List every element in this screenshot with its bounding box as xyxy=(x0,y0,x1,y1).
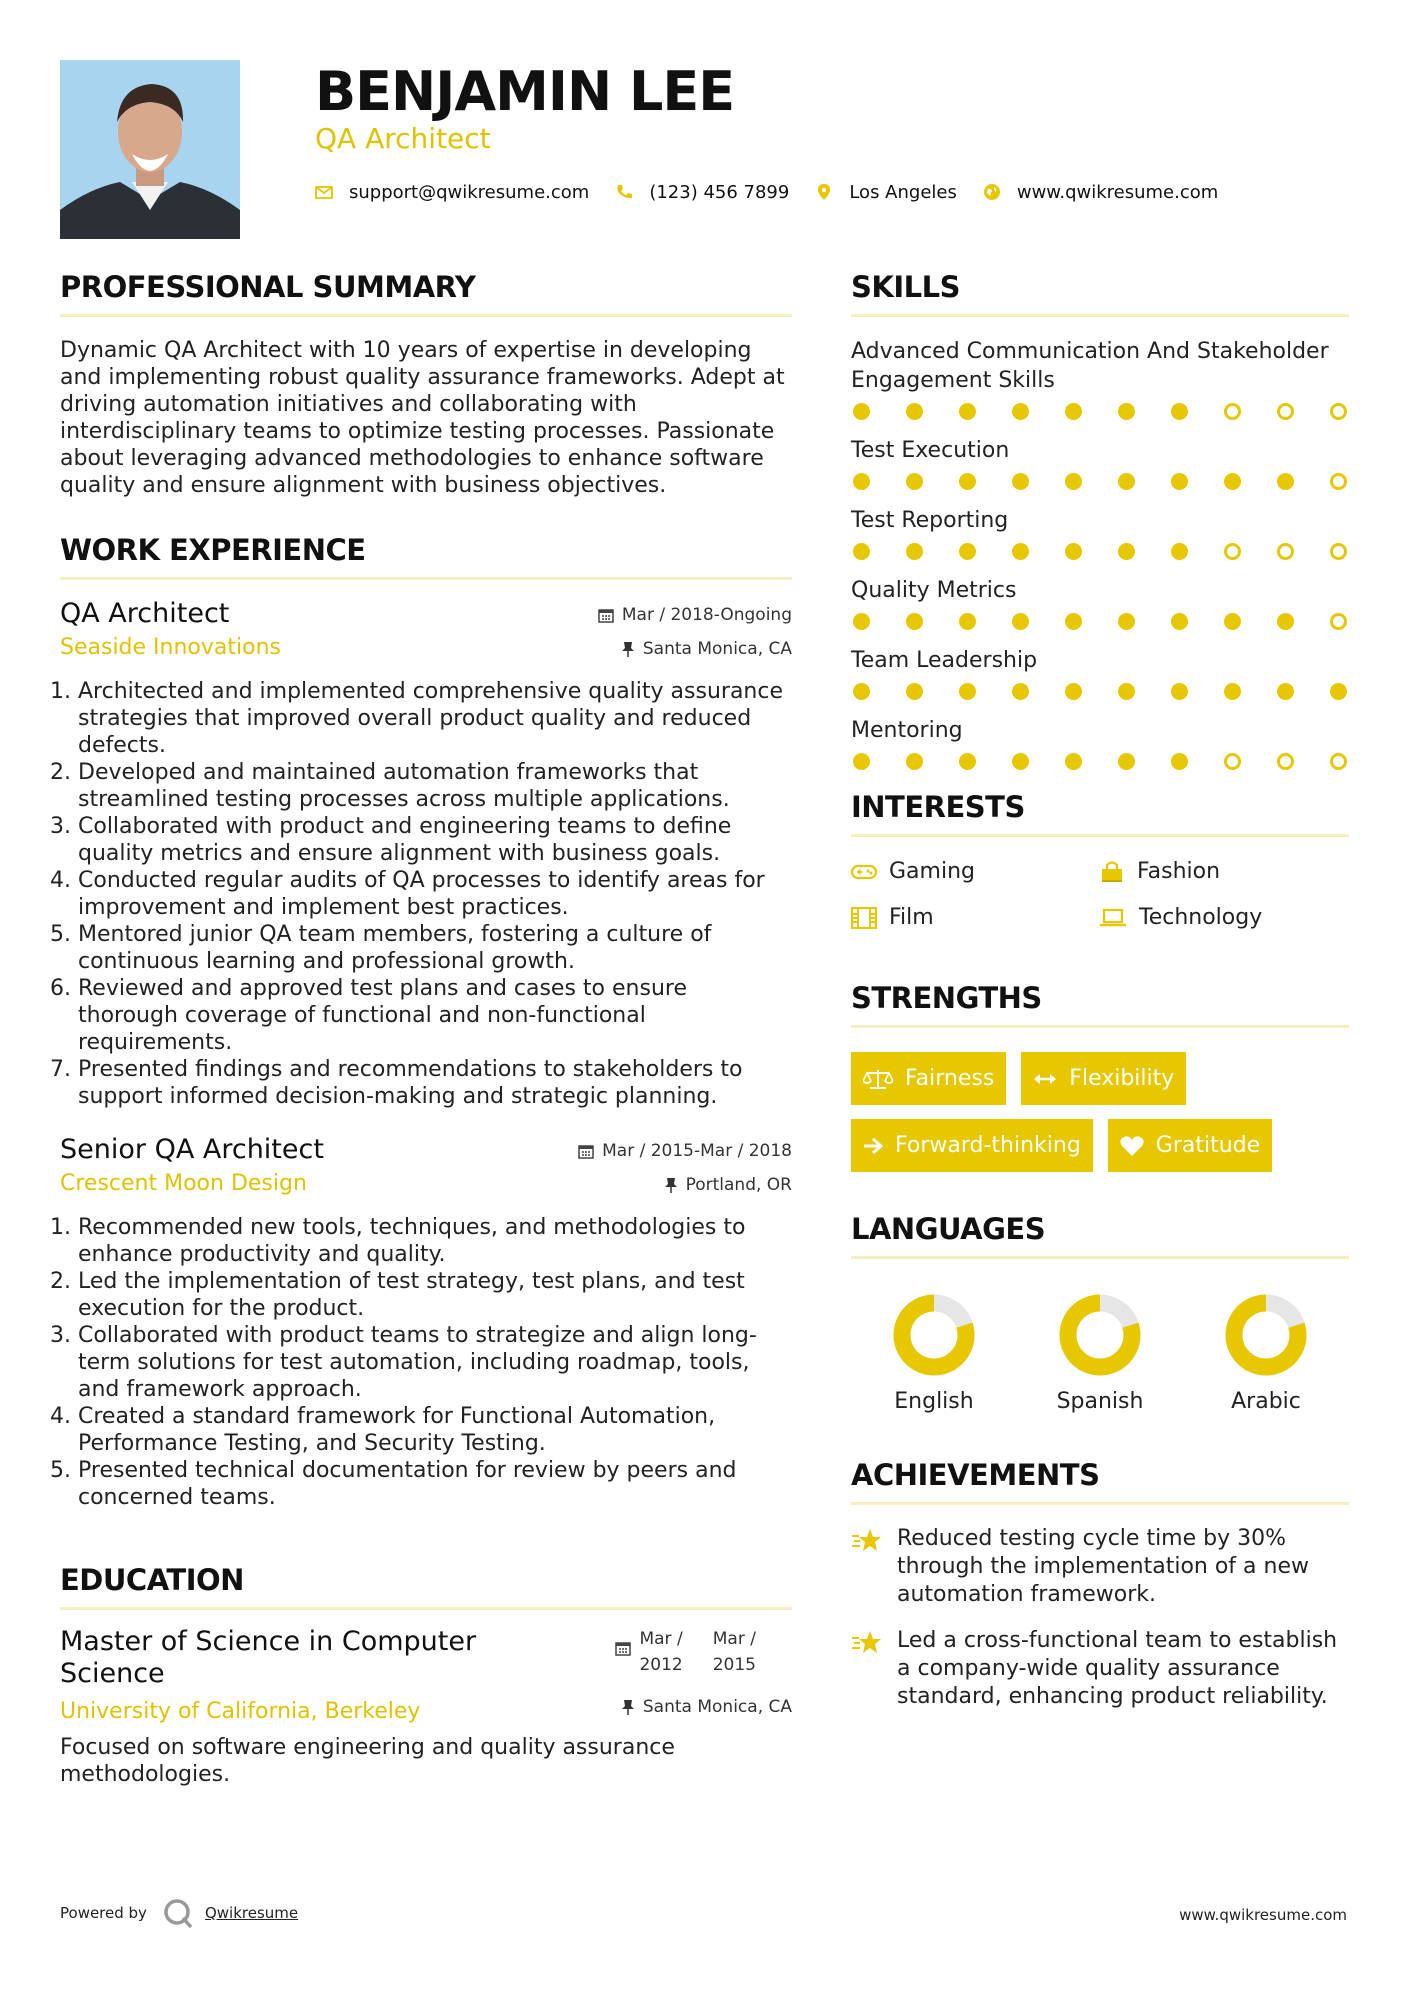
edu-end-year: 2015 xyxy=(712,1655,756,1675)
edu-start-month: Mar / xyxy=(639,1629,683,1649)
rating-dot-filled xyxy=(1065,613,1082,630)
rating-dot-filled xyxy=(1118,403,1135,420)
edu-end-month: Mar / xyxy=(712,1629,756,1649)
rating-dot-filled xyxy=(906,753,923,770)
skills-list xyxy=(851,337,1349,770)
strength-tag xyxy=(1021,1052,1186,1105)
skill-rating xyxy=(851,753,1349,770)
strengths-heading: STRENGTHS xyxy=(851,981,1349,1028)
education-section xyxy=(60,1563,792,1788)
strength-tag xyxy=(851,1052,1006,1105)
list-item: 5. Presented technical documentation for review by peers and concerned teams. xyxy=(78,1457,792,1511)
pushpin-icon xyxy=(621,1699,635,1715)
qwikresume-logo-icon xyxy=(161,1896,195,1930)
rating-dot-filled xyxy=(853,753,870,770)
rating-dot-filled xyxy=(959,403,976,420)
rating-dot-filled xyxy=(906,613,923,630)
interests-heading: INTERESTS xyxy=(851,790,1349,837)
skill-name: Mentoring xyxy=(851,718,963,743)
skill-rating xyxy=(851,613,1349,630)
rating-dot-filled xyxy=(853,683,870,700)
contact-email-text: support@qwikresume.com xyxy=(349,181,590,203)
pushpin-icon xyxy=(621,641,635,657)
rating-dot-filled xyxy=(853,403,870,420)
achievement-item xyxy=(851,1525,1349,1609)
rating-dot-filled xyxy=(1171,543,1188,560)
skill-rating xyxy=(851,543,1349,560)
job-location: Portland, OR xyxy=(685,1175,792,1195)
rating-dot-empty xyxy=(1224,543,1241,560)
skill-name: Test Execution xyxy=(851,438,1010,463)
rating-dot-empty xyxy=(1277,753,1294,770)
interest-label: Film xyxy=(889,905,934,930)
list-item: 3. Collaborated with product and engineering teams to define quality metrics and ensure alignment with business goals. xyxy=(78,813,792,867)
rating-dot-filled xyxy=(1224,613,1241,630)
degree-title: Master of Science in Computer Science xyxy=(60,1626,477,1689)
interest-item xyxy=(851,857,1099,887)
pushpin-icon xyxy=(664,1177,678,1193)
rating-dot-filled xyxy=(1224,683,1241,700)
rating-dot-filled xyxy=(853,543,870,560)
rating-dot-filled xyxy=(959,543,976,560)
list-item: 3. Collaborated with product teams to strategize and align long-term solutions for test automation, including roadmap, tools, and framework approach. xyxy=(78,1322,792,1403)
rating-dot-filled xyxy=(853,613,870,630)
shopping-bag-icon xyxy=(1099,860,1125,884)
contact-phone[interactable] xyxy=(615,182,789,203)
brand-link[interactable]: Qwikresume xyxy=(204,1904,299,1922)
achievement-item xyxy=(851,1627,1349,1711)
rating-dot-filled xyxy=(959,613,976,630)
languages-section xyxy=(851,1212,1349,1414)
job-bullets xyxy=(60,1214,792,1511)
edu-start-year: 2012 xyxy=(639,1655,683,1675)
job-title: QA Architect xyxy=(60,598,230,629)
languages-heading: LANGUAGES xyxy=(851,1212,1349,1259)
rating-dot-filled xyxy=(1118,683,1135,700)
rating-dot-filled xyxy=(1118,473,1135,490)
contact-location-text: Los Angeles xyxy=(849,181,957,203)
calendar-icon xyxy=(598,607,614,623)
rating-dot-filled xyxy=(1118,613,1135,630)
summary-heading: PROFESSIONAL SUMMARY xyxy=(60,270,792,317)
job-location: Santa Monica, CA xyxy=(642,639,792,659)
map-pin-icon xyxy=(815,183,833,201)
profile-photo xyxy=(60,60,240,239)
film-icon xyxy=(851,907,877,929)
calendar-icon xyxy=(578,1143,594,1159)
candidate-name: BENJAMIN LEE xyxy=(315,60,735,123)
rating-dot-empty xyxy=(1330,403,1347,420)
contact-email[interactable] xyxy=(315,182,589,203)
interest-label: Fashion xyxy=(1137,859,1221,884)
interests-section xyxy=(851,790,1349,933)
calendar-icon xyxy=(615,1640,631,1656)
interest-item xyxy=(1099,903,1347,933)
language-ring xyxy=(1224,1293,1308,1377)
job-dates: Mar / 2018-Ongoing xyxy=(621,605,792,625)
experience-heading: WORK EXPERIENCE xyxy=(60,533,792,580)
job-company: Crescent Moon Design xyxy=(60,1171,307,1196)
rating-dot-empty xyxy=(1330,473,1347,490)
rating-dot-filled xyxy=(1065,683,1082,700)
rating-dot-filled xyxy=(1065,753,1082,770)
list-item: 7. Presented findings and recommendations to stakeholders to support informed decision-making and strategic planning. xyxy=(78,1056,792,1110)
rating-dot-empty xyxy=(1224,403,1241,420)
language-name: English xyxy=(894,1389,974,1414)
rating-dot-filled xyxy=(1012,543,1029,560)
language-ring xyxy=(1058,1293,1142,1377)
rating-dot-empty xyxy=(1330,753,1347,770)
rating-dot-empty xyxy=(1330,613,1347,630)
achievement-text: Reduced testing cycle time by 30% through the implementation of a new automation framework. xyxy=(897,1526,1309,1607)
rating-dot-empty xyxy=(1330,543,1347,560)
skill-name: Advanced Communication And Stakeholder Engagement Skills xyxy=(851,339,1329,393)
languages-list xyxy=(851,1293,1349,1414)
rating-dot-filled xyxy=(1065,403,1082,420)
powered-by-text: Powered by xyxy=(60,1904,147,1922)
footer-website[interactable]: www.qwikresume.com xyxy=(1179,1906,1347,1924)
rating-dot-filled xyxy=(853,473,870,490)
achievements-heading: ACHIEVEMENTS xyxy=(851,1458,1349,1505)
strength-label: Flexibility xyxy=(1069,1066,1175,1091)
balance-scale-icon xyxy=(863,1068,893,1090)
interest-item xyxy=(1099,857,1347,887)
footer-powered-by xyxy=(60,1896,298,1930)
rating-dot-empty xyxy=(1277,403,1294,420)
experience-section xyxy=(60,533,792,1511)
job-entry xyxy=(60,1134,792,1511)
skills-heading: SKILLS xyxy=(851,270,1349,317)
list-item: 6. Reviewed and approved test plans and cases to ensure thorough coverage of functional and non-functional requirements. xyxy=(78,975,792,1056)
interest-label: Technology xyxy=(1139,905,1263,930)
rating-dot-filled xyxy=(959,753,976,770)
skills-section xyxy=(851,270,1349,770)
strength-label: Forward-thinking xyxy=(895,1133,1081,1158)
rating-dot-filled xyxy=(1118,543,1135,560)
rating-dot-filled xyxy=(1171,753,1188,770)
gamepad-icon xyxy=(851,863,877,881)
contact-website-text: www.qwikresume.com xyxy=(1016,181,1219,203)
achievement-text: Led a cross-functional team to establish a company-wide quality assurance standard, enhancing product reliability. xyxy=(897,1628,1338,1709)
rating-dot-filled xyxy=(1065,543,1082,560)
rating-dot-filled xyxy=(1012,613,1029,630)
contact-location xyxy=(815,182,957,203)
globe-icon xyxy=(983,183,1001,201)
strength-tag xyxy=(851,1119,1093,1172)
rating-dot-filled xyxy=(959,683,976,700)
rating-dot-filled xyxy=(1171,403,1188,420)
contact-bar xyxy=(315,180,1244,204)
job-company: Seaside Innovations xyxy=(60,635,281,660)
language-item xyxy=(1017,1293,1183,1414)
rating-dot-filled xyxy=(1012,473,1029,490)
rating-dot-filled xyxy=(906,403,923,420)
language-name: Spanish xyxy=(1056,1389,1144,1414)
interest-item xyxy=(851,903,1099,933)
language-name: Arabic xyxy=(1231,1389,1301,1414)
rating-dot-filled xyxy=(1065,473,1082,490)
rating-dot-empty xyxy=(1277,543,1294,560)
arrow-right-icon xyxy=(863,1137,883,1155)
list-item: 1. Architected and implemented comprehensive quality assurance strategies that improved overall product quality and reduced defects. xyxy=(78,678,792,759)
strength-label: Fairness xyxy=(905,1066,995,1091)
star-trophy-icon xyxy=(851,1629,883,1657)
rating-dot-filled xyxy=(906,543,923,560)
education-description: Focused on software engineering and quality assurance methodologies. xyxy=(60,1735,675,1787)
list-item: 4. Created a standard framework for Functional Automation, Performance Testing, and Security Testing. xyxy=(78,1403,792,1457)
rating-dot-filled xyxy=(1330,683,1347,700)
list-item: 5. Mentored junior QA team members, fostering a culture of continuous learning and professional growth. xyxy=(78,921,792,975)
right-column xyxy=(851,270,1349,1711)
candidate-title: QA Architect xyxy=(315,122,491,155)
skill-rating xyxy=(851,403,1349,420)
skill-rating xyxy=(851,473,1349,490)
job-title: Senior QA Architect xyxy=(60,1134,324,1165)
rating-dot-filled xyxy=(1118,753,1135,770)
rating-dot-filled xyxy=(1224,473,1241,490)
rating-dot-filled xyxy=(1277,473,1294,490)
job-bullets xyxy=(60,678,792,1110)
skill-name: Team Leadership xyxy=(851,648,1038,673)
skill-rating xyxy=(851,683,1349,700)
phone-icon xyxy=(615,183,633,201)
strengths-section xyxy=(851,981,1349,1172)
strength-tag xyxy=(1108,1119,1272,1172)
education-heading: EDUCATION xyxy=(60,1563,792,1610)
rating-dot-filled xyxy=(1012,753,1029,770)
edu-location: Santa Monica, CA xyxy=(642,1697,792,1717)
rating-dot-filled xyxy=(1171,613,1188,630)
rating-dot-filled xyxy=(1012,683,1029,700)
contact-website[interactable] xyxy=(983,182,1218,203)
rating-dot-filled xyxy=(1012,403,1029,420)
job-dates: Mar / 2015-Mar / 2018 xyxy=(602,1141,792,1161)
star-trophy-icon xyxy=(851,1527,883,1555)
strength-label: Gratitude xyxy=(1155,1133,1261,1158)
laptop-icon xyxy=(1099,908,1127,928)
skill-name: Quality Metrics xyxy=(851,578,1017,603)
rating-dot-filled xyxy=(1277,613,1294,630)
rating-dot-empty xyxy=(1224,753,1241,770)
job-entry xyxy=(60,598,792,1110)
rating-dot-filled xyxy=(906,473,923,490)
left-column xyxy=(60,270,792,1788)
heart-icon xyxy=(1120,1135,1144,1157)
rating-dot-filled xyxy=(1171,473,1188,490)
school-name: University of California, Berkeley xyxy=(60,1699,421,1724)
language-item xyxy=(1183,1293,1349,1414)
contact-phone-text: (123) 456 7899 xyxy=(649,181,790,203)
achievements-section xyxy=(851,1458,1349,1711)
rating-dot-filled xyxy=(959,473,976,490)
list-item: 2. Developed and maintained automation frameworks that streamlined testing processes across multiple applications. xyxy=(78,759,792,813)
summary-section xyxy=(60,270,792,499)
language-ring xyxy=(892,1293,976,1377)
summary-text: Dynamic QA Architect with 10 years of expertise in developing and implementing robust quality assurance frameworks. Adept at driving automation initiatives and collaborating with interdisciplinary teams to optimize testing processes. Passionate about leveraging advanced methodologies to enhance software quality and ensure alignment with business objectives. xyxy=(60,338,785,498)
list-item: 4. Conducted regular audits of QA processes to identify areas for improvement and implement best practices. xyxy=(78,867,792,921)
interest-label: Gaming xyxy=(889,859,975,884)
envelope-icon xyxy=(315,183,333,201)
rating-dot-filled xyxy=(1171,683,1188,700)
list-item: 1. Recommended new tools, techniques, and methodologies to enhance productivity and quality. xyxy=(78,1214,792,1268)
rating-dot-filled xyxy=(1277,683,1294,700)
rating-dot-filled xyxy=(906,683,923,700)
arrows-horizontal-icon xyxy=(1033,1072,1057,1086)
skill-name: Test Reporting xyxy=(851,508,1009,533)
list-item: 2. Led the implementation of test strategy, test plans, and test execution for the product. xyxy=(78,1268,792,1322)
language-item xyxy=(851,1293,1017,1414)
